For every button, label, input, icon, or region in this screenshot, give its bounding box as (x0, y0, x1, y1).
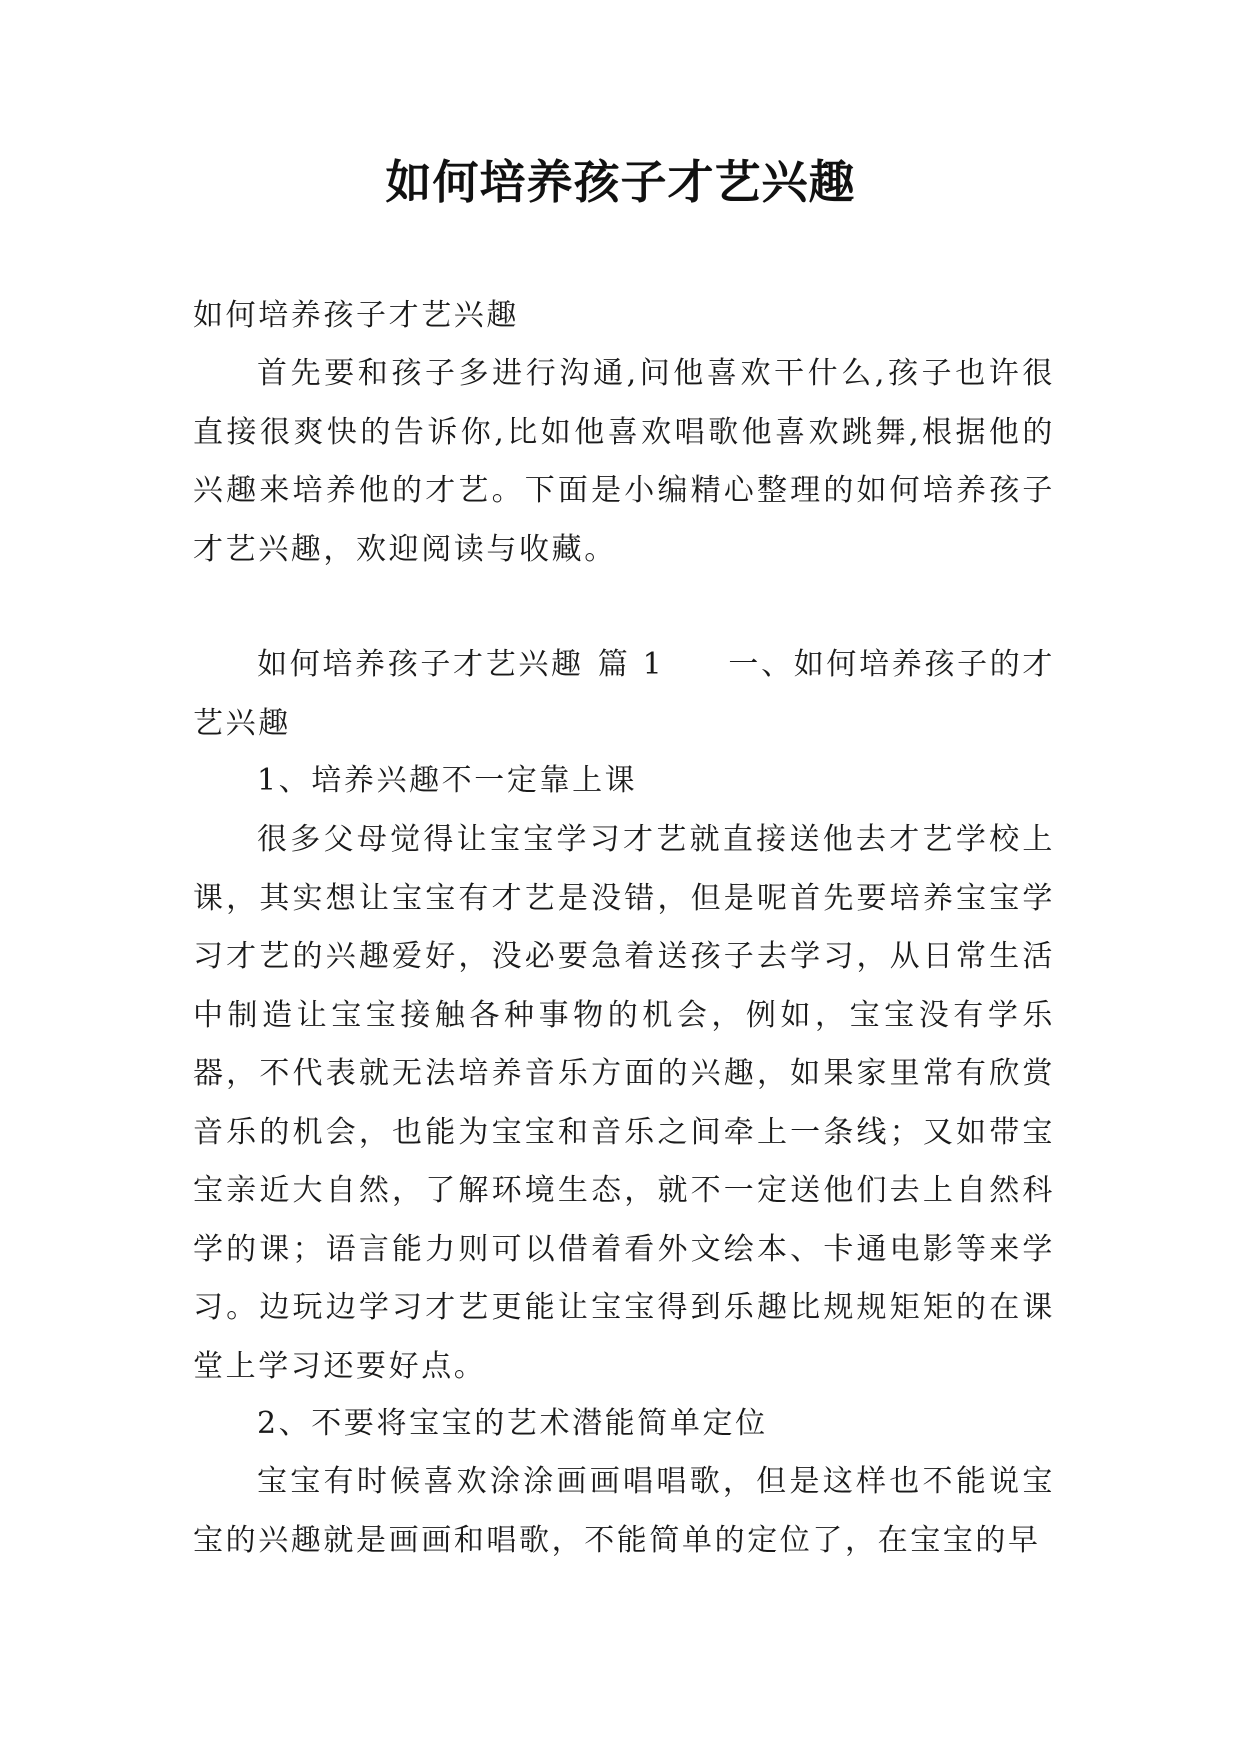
section-heading-line (193, 636, 1055, 753)
point-2-paragraph: 宝宝有时候喜欢涂涂画画唱唱歌，但是这样也不能说宝宝的兴趣就是画画和唱歌，不能简单的定位了，在宝宝的早 (193, 1464, 1055, 1558)
point-1-heading: 1、培养兴趣不一定靠上课 (257, 763, 638, 798)
intro-paragraph: 首先要和孩子多进行沟通,问他喜欢干什么,孩子也许很直接很爽快的告诉你,比如他喜欢唱歌他喜欢跳舞,根据他的兴趣来培养他的才艺。下面是小编精心整理的如何培养孩子才艺兴趣，欢迎阅读与收藏。 (193, 356, 1055, 567)
point-1-paragraph: 很多父母觉得让宝宝学习才艺就直接送他去才艺学校上课，其实想让宝宝有才艺是没错，但是呢首先要培养宝宝学习才艺的兴趣爱好，没必要急着送孩子去学习，从日常生活中制造让宝宝接触各种事物的机会，例如，宝宝没有学乐器，不代表就无法培养音乐方面的兴趣，如果家里常有欣赏音乐的机会，也能为宝宝和音乐之间牵上一条线；又如带宝宝亲近大自然，了解环境生态，就不一定送他们去上自然科学的课；语言能力则可以借着看外文绘本、卡通电影等来学习。边玩边学习才艺更能让宝宝得到乐趣比规规矩矩的在课堂上学习还要好点。 (193, 822, 1055, 1384)
section-heading: 一、如何培养孩子的才艺兴趣 (193, 647, 1055, 741)
document-subtitle: 如何培养孩子才艺兴趣 (193, 298, 519, 333)
section-part: 篇 1 (597, 647, 665, 682)
document-title: 如何培养孩子才艺兴趣 (385, 155, 856, 209)
section-label: 如何培养孩子才艺兴趣 (257, 647, 584, 682)
point-2-heading: 2、不要将宝宝的艺术潜能简单定位 (257, 1406, 768, 1441)
